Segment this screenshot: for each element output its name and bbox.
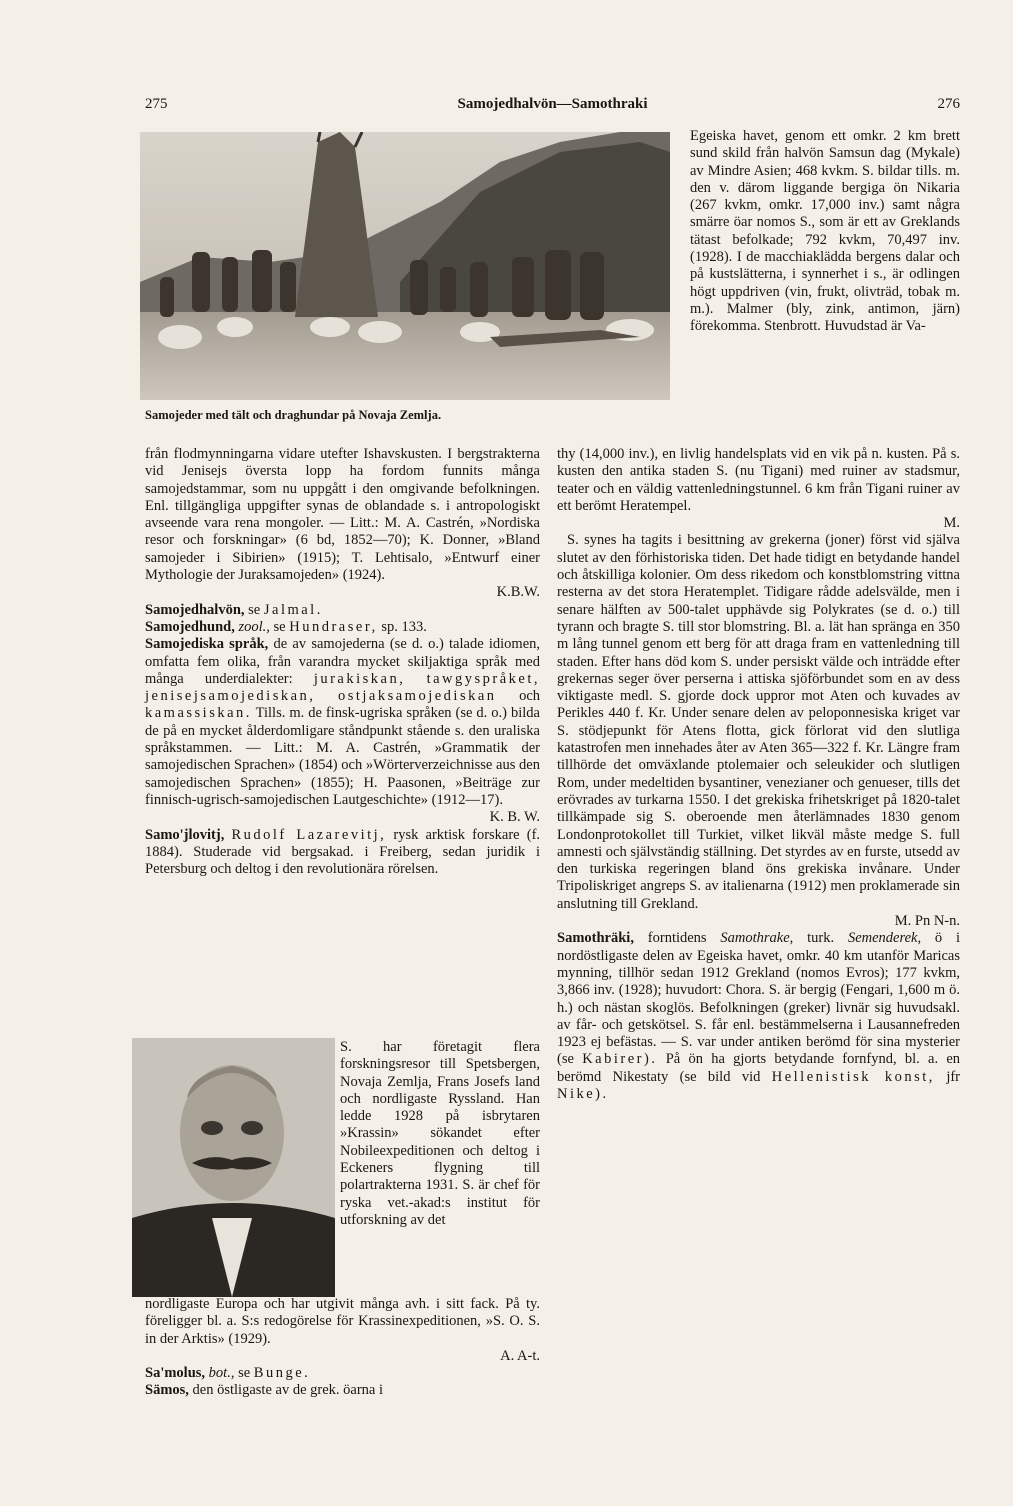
samojlovitj-end bbox=[145, 1296, 540, 1365]
entry-text: Tills. m. de finsk-ugriska språken (se d. o.) bilda de på en mycket ålderdomligare ståndpunkt stående s. den uraliska språkstammen. — Litt.: M. A. Castrén, »Grammatik der samojedischen Sprachen» (1854) och »Wörterverzeichnisse aus den samojedischen Sprachen» (1855); H. Paasonen, »Beiträge zur finnisch-ugrisch-samojedischen Lautgeschichte» (1912—17). bbox=[145, 705, 540, 808]
entry-samojedhund bbox=[145, 619, 540, 636]
entry-text: S. synes ha tagits i besittning av grekerna (joner) först vid själva slutet av den förhistoriska tiden. Det hade tidigt en betydande handel och åtskilliga kolonier. Om dess rikedom och konstblomstring vittna resterna av det stora Heratemplet. Tidigare rådde adelsvälde, men i senare hälften av 500-talet upphävde sig Polykrates (se d. o.) till tyrann och bragte S. till stor blomstring. Bl. a. lät han spränga en 350 m lång tunnel genom ett berg för att draga fram en vattenledning till staden. Efter hans död kom S. under persiskt välde och inträdde efter grekernas seger över perserna i attiska sjöförbundet som en av dess viktigaste medl. S. gjorde dock uppror mot Aten och kuvades av Perikles 440 f. Kr. Under senare delen av peloponnesiska kriget var S. stödjepunkt för Atens flotta, gick förlorat vid den slutliga katastrofen men innehades åter av Aten 365—322 f. Kr. Längre fram tillhörde det omväxlande ptolemaier och seleukider och slutligen Rom, under medeltiden bysantiner, venezianer och genueser, tills det erövrades av turkarna 1550. I det grekiska frihetskriget på 1820-talet tillkämpade sig S. oberoende men återlämnades 1830 genom Londonprotokollet till Turkiet, vilket likväl måste medge S. full amnesti och självständig ställning. Det styrdes av en furste, utsedd av den turkiska regeringen bland öns grekiska invånare. Under Tripoliskriget angreps S. av italienarna (1912) men proklamerade sin anslutning till Grekland. bbox=[557, 532, 960, 912]
entry-italic: Semenderek, bbox=[847, 930, 922, 947]
portrait-illustration bbox=[132, 1038, 335, 1297]
entry-text: se bbox=[273, 618, 286, 635]
cross-reference: Bunge. bbox=[253, 1365, 311, 1382]
entry-field: bot., bbox=[208, 1365, 235, 1382]
entry-text: den östligaste av de grek. öarna i bbox=[192, 1382, 383, 1399]
figure-caption: Samojeder med tält och draghundar på Novaja Zemlja. bbox=[145, 408, 442, 422]
entry-text: ö i nordöstligaste delen av Egeiska havet, omkr. 40 km utanför Maricas mynning, tillhör sedan 1912 Grekland (nomos Evros); 177 kvkm, 3,866 inv. (1928); huvudort: Chora. S. är bergig (Fengari, 1,600 m ö. h.) och nästan skoglös. Befolkningen (greker) livnär sig huvudsakl. av får- och getskötsel. S. får enl. bestämmelserna i Lausannefreden 1923 ej befästas. — S. var under antiken berömd för sina mysterier (se bbox=[557, 930, 961, 1068]
cross-reference: Kabirer). bbox=[582, 1051, 658, 1068]
page-title: Samojedhalvön—Samothraki bbox=[457, 96, 648, 112]
entry-samojedhalvon bbox=[145, 602, 540, 619]
entry-head: Samothräki, bbox=[557, 930, 634, 947]
left-wrap-text bbox=[340, 1039, 540, 1229]
signature-aat: A. A-t. bbox=[500, 1347, 540, 1364]
left-paragraph-1 bbox=[145, 446, 540, 602]
entry-text: turk. bbox=[807, 930, 835, 947]
entry-samojediska-sprak bbox=[145, 636, 540, 826]
tent-photo-illustration bbox=[140, 132, 670, 400]
signature-mpn: M. Pn N-n. bbox=[894, 913, 960, 930]
entry-text: sp. 133. bbox=[381, 618, 427, 635]
page-number-right: 276 bbox=[937, 96, 960, 112]
samos-history bbox=[557, 532, 960, 930]
entry-head: Samo'jlovitj, bbox=[145, 826, 225, 843]
entry-head: Samojediska språk, bbox=[145, 636, 269, 653]
entry-text: På ön ha gjorts betydande fornfynd, bl. a. en berömd Nikestaty (se bild vid bbox=[557, 1051, 961, 1085]
entry-text: se bbox=[248, 601, 261, 618]
page-header bbox=[145, 96, 960, 118]
cross-reference: Jalmal. bbox=[263, 601, 323, 618]
left-p1-text: från flodmynningarna vidare utefter Ishavskusten. I bergstrakterna vid Jenisejs översta lopp ha fordom funnits många samojedstammar, som nu uppgått i den omgivande befolkningen. Enl. tillgängliga uppgifter synas de oblandade s. i antropologiskt avseende vara rena mongoler. — Litt.: M. A. Castrén, »Nordiska resor och forskningar» (6 bd, 1852—70); K. Donner, »Bland samojeder i Sibirien» (1915); T. Lehtisalo, »Entwurf einer Mythologie der Juraksamojeden» (1924). bbox=[145, 446, 540, 584]
entry-field: zool., bbox=[238, 618, 270, 635]
samos-continued bbox=[557, 446, 960, 532]
entry-text: och bbox=[519, 688, 541, 705]
photo-samoyed-tent bbox=[140, 132, 670, 400]
cross-reference: Hellenistisk konst, bbox=[771, 1068, 935, 1085]
entry-italic: Samothrake, bbox=[720, 930, 794, 947]
entry-samolus bbox=[145, 1365, 540, 1382]
entry-text: rysk arktisk forskare (f. 1884). Studerade vid bergsakad. i Freiberg, sedan juridik i Petersburg och deltog i den revolutionära rörelsen. bbox=[145, 826, 541, 878]
language-name: ostjaksamojediskan bbox=[337, 688, 497, 705]
entry-text: nordligaste Europa och har utgivit många avh. i sitt fack. På ty. föreligger bl. a. S:s redogörelse för Krassinexpeditionen, »S. O. S. in der Arktis» (1929). bbox=[145, 1296, 540, 1347]
left-column-bottom bbox=[145, 1296, 540, 1400]
entry-head: Sämos, bbox=[145, 1382, 189, 1399]
entry-text: forntidens bbox=[647, 930, 707, 947]
language-name: kamassiskan. bbox=[145, 705, 252, 722]
right-column-top bbox=[690, 128, 960, 336]
signature-m: M. bbox=[943, 515, 960, 532]
left-column bbox=[145, 446, 540, 878]
entry-head: Sa'molus, bbox=[145, 1365, 206, 1382]
cross-reference: Nike). bbox=[557, 1085, 609, 1102]
language-name: jenisejsamojediskan, bbox=[145, 688, 316, 705]
entry-head: Samojedhalvön, bbox=[145, 601, 245, 618]
language-name: tawgyspråket, bbox=[426, 670, 540, 687]
language-name: jurakiskan, bbox=[313, 670, 406, 687]
entry-text: se bbox=[238, 1365, 251, 1382]
signature-kbw: K.B.W. bbox=[496, 584, 540, 601]
entry-text: de av samojederna (se d. o.) talade idiomen, omfatta fem olika, från varandra mycket skiljaktiga språk med många underdialekter: bbox=[145, 636, 541, 687]
signature-kbw: K. B. W. bbox=[489, 809, 540, 826]
entry-text: jfr bbox=[946, 1068, 960, 1085]
right-top-text: Egeiska havet, genom ett omkr. 2 km brett sund skild från halvön Samsun dag (Mykale) av Mindre Asien; 468 kvkm. S. bildar tills. m. den v. därom liggande bergiga ön Nikaria (267 kvkm, omkr. 17,000 inv.) samt några smärre öar nomos S., som är ett av Greklands tätast befolkade; 792 kvkm, 70,497 inv. (1928). I de macchiaklädda bergens dalar och på kustslätterna, i synnerhet i s., är odlingen högt uppdriven (vin, frukt, olivträd, tobak m. m.). Malmer (bly, zink, antimon, järn) förekomma. Stenbrott. Huvudstad är Va- bbox=[690, 128, 960, 335]
entry-head: Samojedhund, bbox=[145, 618, 235, 635]
portrait-photo bbox=[132, 1038, 335, 1297]
cross-reference: Hundraser, bbox=[289, 618, 378, 635]
person-name: Rudolf Lazarevitj, bbox=[231, 826, 387, 843]
page-number-left: 275 bbox=[145, 96, 168, 112]
entry-samothraki bbox=[557, 930, 960, 1103]
entry-samos bbox=[145, 1382, 540, 1399]
entry-samojlovitj bbox=[145, 827, 540, 879]
right-column bbox=[557, 446, 960, 1103]
entry-text: thy (14,000 inv.), en livlig handelsplats vid en vik på n. kusten. På s. kusten den antika staden S. (nu Tigani) med ruiner av stadsmur, teater och en väldig vattenledningstunnel. 6 km från Tigani ruiner av ett berömt Heratempel. bbox=[557, 446, 960, 514]
samojlovitj-continued: S. har företagit flera forskningsresor till Spetsbergen, Novaja Zemlja, Frans Josefs land och nordligaste Ryssland. Han ledde 1928 på isbrytaren »Krassin» sökandet efter Nobileexpeditionen och deltog i Eckeners flygning till polartrakterna 1931. S. är chef för ryska vet.-akad:s institut för utforskning av det bbox=[340, 1039, 540, 1228]
